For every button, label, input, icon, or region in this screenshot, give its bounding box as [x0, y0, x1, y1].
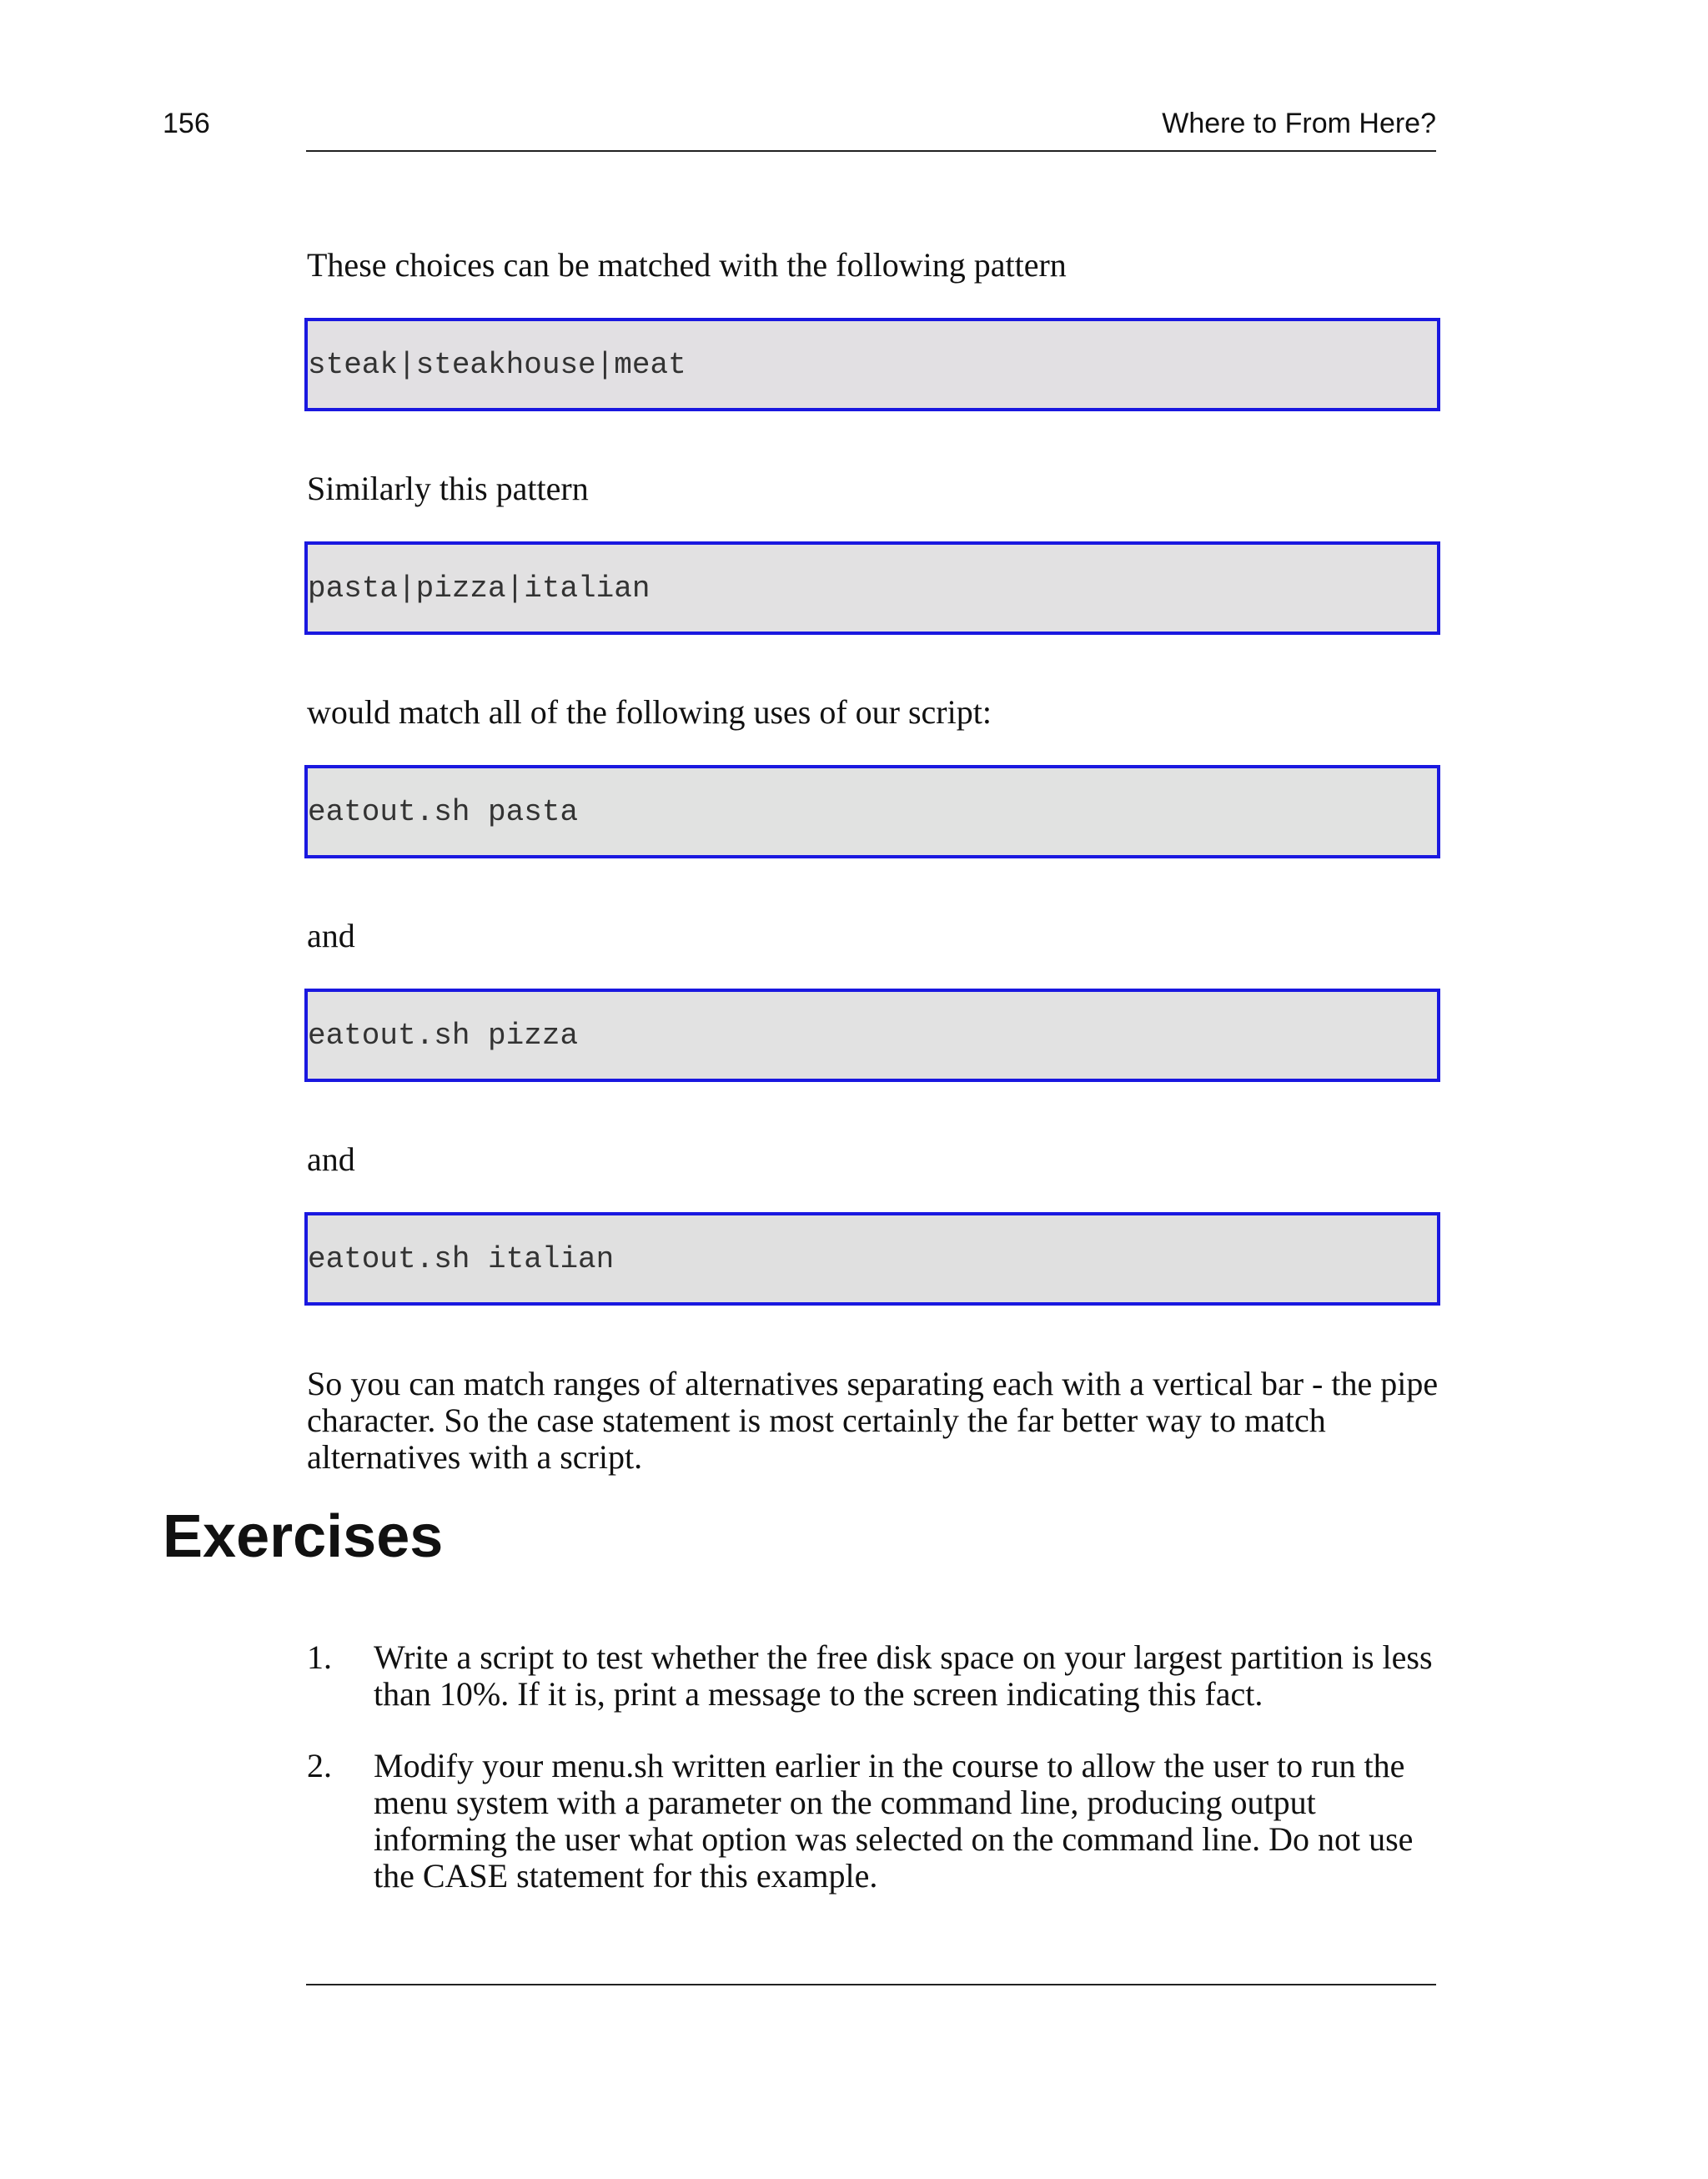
- would-match-paragraph: would match all of the following uses of our script:: [307, 693, 992, 731]
- header-rule: [306, 150, 1436, 152]
- similarly-paragraph: Similarly this pattern: [307, 470, 589, 507]
- code-block-pattern-pasta: [304, 541, 1440, 635]
- running-title: Where to From Here?: [1162, 108, 1436, 139]
- and-paragraph-1: and: [307, 917, 355, 954]
- code-block-pattern-steak: [304, 318, 1440, 411]
- code-text: eatout.sh pizza: [308, 1018, 579, 1053]
- intro-paragraph: These choices can be matched with the following pattern: [307, 246, 1067, 284]
- exercise-number: 1.: [307, 1638, 332, 1676]
- exercise-text: Write a script to test whether the free disk space on your largest partition is less than 10%. If it is, print a message to the screen indicating this fact.: [374, 1638, 1433, 1713]
- code-text: eatout.sh pasta: [308, 794, 579, 829]
- code-text: steak|steakhouse|meat: [308, 347, 686, 382]
- code-block-eatout-pizza: [304, 989, 1440, 1082]
- page-number: 156: [163, 108, 210, 139]
- code-text: pasta|pizza|italian: [308, 571, 651, 606]
- section-heading-exercises: Exercises: [163, 1503, 444, 1570]
- footer-rule: [306, 1984, 1436, 1985]
- exercise-text: Modify your menu.sh written earlier in the course to allow the user to run the menu system with a parameter on the command line, producing output informing the user what option was selected on the command line. Do not use the CASE statement for this example.: [374, 1747, 1414, 1895]
- exercise-number: 2.: [307, 1747, 332, 1784]
- and-paragraph-2: and: [307, 1140, 355, 1178]
- code-block-eatout-pasta: [304, 765, 1440, 858]
- code-block-eatout-italian: [304, 1212, 1440, 1306]
- conclusion-paragraph: So you can match ranges of alternatives separating each with a vertical bar - the pipe character. So the case statement is most certainly the far better way to match alternatives with a script.: [307, 1365, 1439, 1476]
- code-text: eatout.sh italian: [308, 1241, 615, 1276]
